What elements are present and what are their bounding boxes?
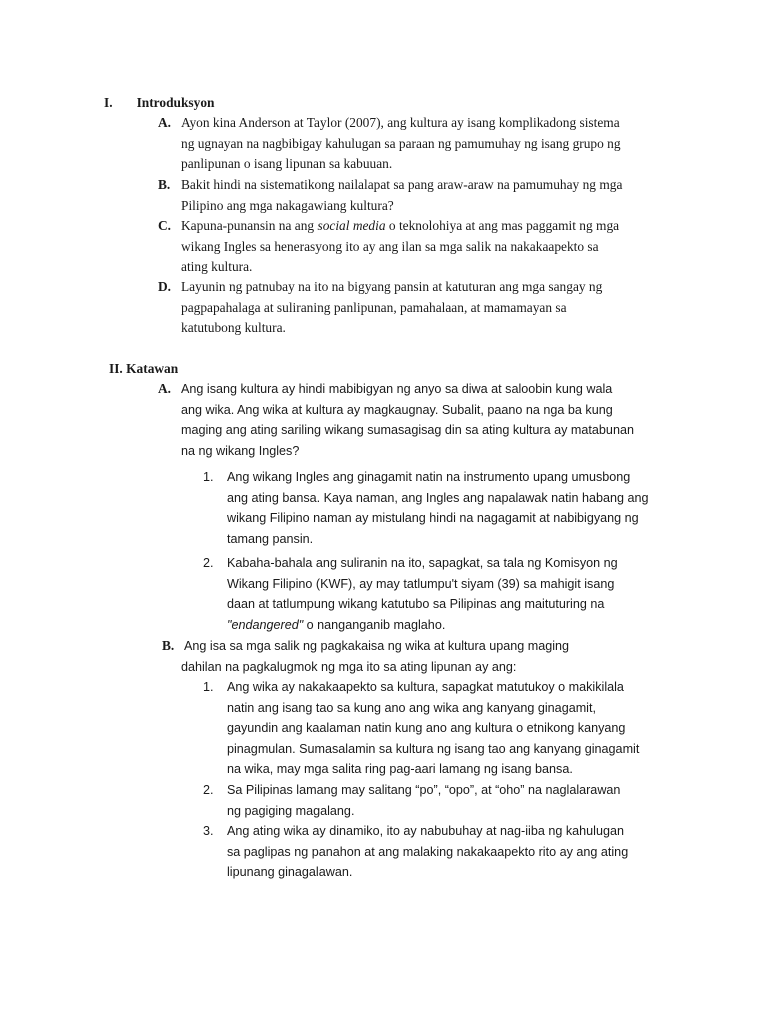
text-line: maging ang ating sariling wikang sumasagisag din sa ating kultura ay matabunan [181,423,634,438]
text-line: Layunin ng patnubay na ito na bigyang pansin at katuturan ang mga sangay ng [181,279,603,294]
text-line: dahilan na pagkalugmok ng mga ito sa ating lipunan ay ang: [181,659,517,674]
text-line: Pilipino ang mga nakagawiang kultura? [181,197,394,213]
item-text [181,113,621,175]
text-line: Sa Pilipinas lamang may salitang “po”, “opo”, at “oho” na naglalarawan [227,783,621,797]
sub-item-label: 1. [203,470,214,484]
text-line: sa paglipas ng panahon at ang malaking nakakaapekto rito ay ang ating [227,844,629,859]
text-line: na ng wikang Ingles? [181,443,300,458]
text-line: ng pagiging magalang. [227,803,355,818]
text-line: Ayon kina Anderson at Taylor (2007), ang kultura ay isang komplikadong sistema [181,115,620,130]
italic-term: social media [317,218,386,233]
sub-item-label: 2. [203,556,214,570]
text-line: ng ugnayan na nagbibigay kahulugan sa paraan ng pamumuhay ng isang grupo ng [181,135,621,151]
text-line: ang ating bansa. Kaya naman, ang Ingles ang napalawak natin habang ang [227,490,649,505]
text-line: gayundin ang kaalaman natin kung ano ang kultura o etnikong kanyang [227,721,626,736]
text-line: wikang Ingles sa henerasyong ito ay ang ilan sa mga salik na nakakaapekto sa [181,238,599,254]
text-line: pinagmulan. Sumasalamin sa kultura ng isang tao ang kanyang ginagamit [227,741,640,756]
text-line: Kabaha-bahala ang suliranin na ito, sapagkat, sa tala ng Komisyon ng [227,556,618,570]
text-line: ang wika. Ang wika at kultura ay magkaugnay. Subalit, paano na nga ba kung [181,402,613,417]
sub-item-text [227,821,628,883]
text-line [181,216,619,237]
text-line: panlipunan o isang lipunan sa kabuuan. [181,156,393,172]
text-line [227,615,618,636]
item-text [181,216,619,278]
item-label: B. [158,177,171,192]
text-line: Ang wika ay nakakaapekto sa kultura, sapagkat matutukoy o makikilala [227,680,624,694]
sub-item-label: 2. [203,783,214,797]
item-label: D. [158,279,172,294]
text-line: Ang ating wika ay dinamiko, ito ay nabubuhay at nag-iiba ng kahulugan [227,824,624,838]
text-line: Ang isang kultura ay hindi mabibigyan ng anyo sa diwa at saloobin kung wala [181,382,613,396]
sub-item-text [227,467,649,549]
item-text [181,636,569,677]
italic-term: "endangered" [227,617,304,632]
item-text [181,379,634,461]
sub-item-label: 1. [203,680,214,694]
text-line: katutubong kultura. [181,320,286,336]
item-text [181,175,622,216]
sub-item-text [227,780,620,821]
text-run: o nanganganib maglaho. [303,617,446,632]
text-line: wikang Filipino naman ay mistulang hindi na nagagamit at nabibigyang ng [227,511,639,526]
text-line: na wika, may mga salita ring pag-aari lamang ng isang bansa. [227,762,573,777]
text-line: Wikang Filipino (KWF), ay may tatlumpu't siyam (39) sa mahigit isang [227,576,615,591]
text-line: natin ang isang tao sa kung ano ang wika ang kanyang ginagamit, [227,700,596,715]
text-line: pagpapahalaga at suliraning panlipunan, pamahalaan, at mamamayan sa [181,299,567,315]
section-heading [104,93,214,114]
item-label: A. [158,115,172,130]
item-label: A. [158,381,172,396]
text-run: Kapuna-punansin na ang [181,218,318,233]
sub-item-label: 3. [203,824,214,838]
section-numeral: I. [104,95,113,110]
item-label: C. [158,218,172,233]
section-title: II. Katawan [109,361,179,376]
text-line: Ang isa sa mga salik ng pagkakaisa ng wika at kultura upang maging [184,639,570,653]
sub-item-text [227,677,639,780]
text-line: ating kultura. [181,259,253,275]
text-line: Bakit hindi na sistematikong nailalapat sa pang araw-araw na pamumuhay ng mga [181,177,623,192]
item-label: B. [162,638,175,653]
text-line: Ang wikang Ingles ang ginagamit natin na instrumento upang umusbong [227,470,631,484]
section-title: Introduksyon [136,95,215,110]
item-text [181,277,602,339]
sub-item-text [227,553,618,635]
text-line: tamang pansin. [227,531,314,546]
text-line: lipunang ginagalawan. [227,865,353,880]
text-run: o teknolohiya at ang mas paggamit ng mga [385,218,620,233]
text-line: daan at tatlumpung wikang katutubo sa Pilipinas ang maituturing na [227,597,605,612]
